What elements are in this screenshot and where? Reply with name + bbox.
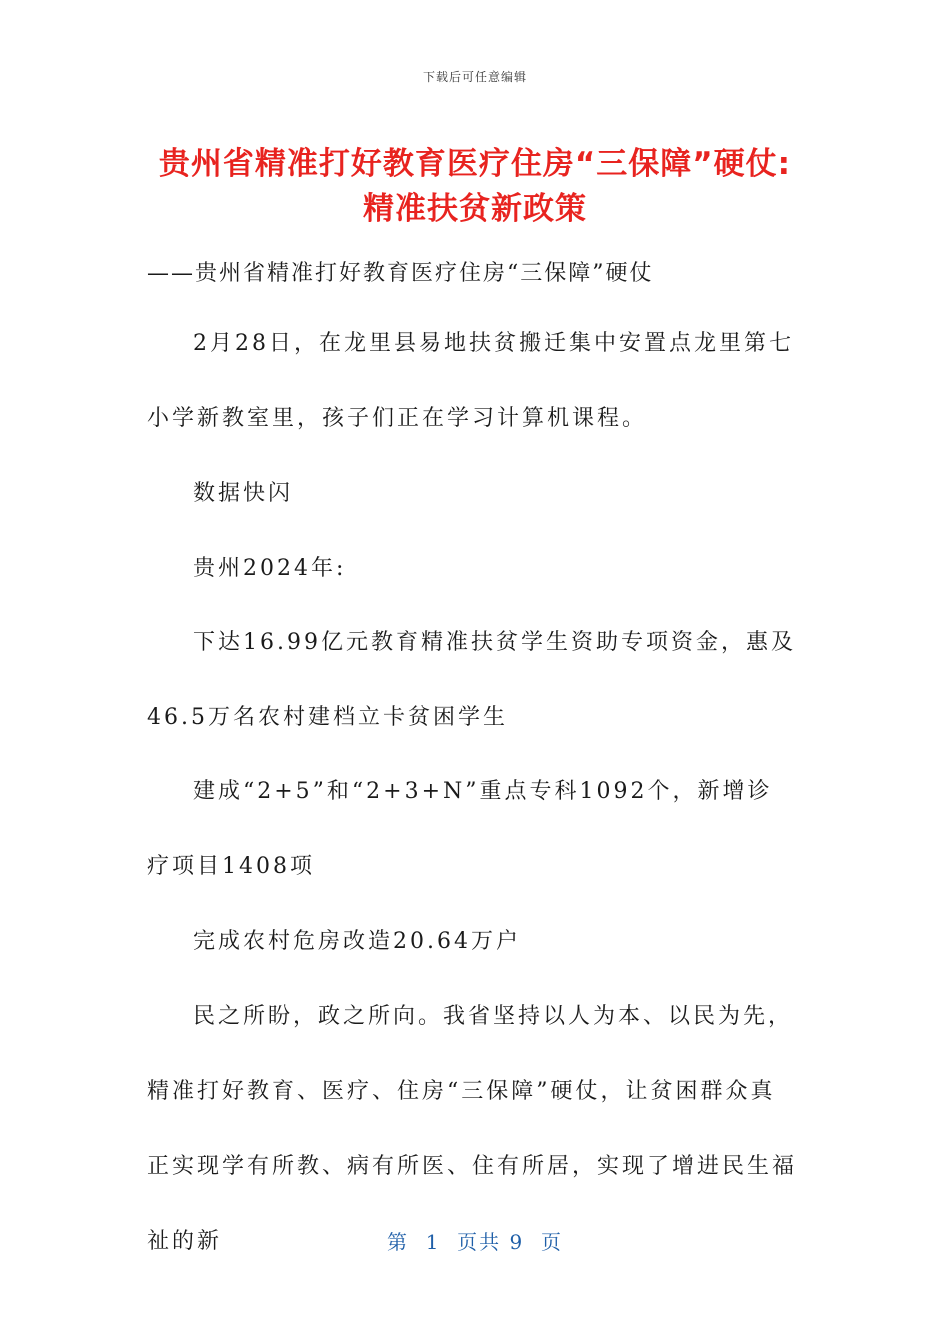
document-subtitle: ——贵州省精准打好教育医疗住房“三保障”硬仗 xyxy=(147,261,654,286)
paragraph-housing: 完成农村危房改造20.64万户 xyxy=(193,929,521,954)
paragraph-intro: 2月28日，在龙里县易地扶贫搬迁集中安置点龙里第七小学新教室里，孩子们正在学习计算机课程。 xyxy=(147,331,794,431)
paragraph-guizhou-2024: 贵州2024年: xyxy=(193,556,347,581)
paragraph-medical: 建成“2+5”和“2+3+N”重点专科1092个，新增诊疗项目1408项 xyxy=(147,779,773,879)
page-number: 第 1 页共 9 页 xyxy=(387,1230,563,1254)
paragraph-policy: 民之所盼，政之所向。我省坚持以人为本、以民为先，精准打好教育、医疗、住房“三保障”硬仗，让贫困群众真正实现学有所教、病有所医、住有所居，实现了增进民生福祉的新 xyxy=(147,1004,798,1254)
header-note: 下载后可任意编辑 xyxy=(422,70,527,84)
document-title: 贵州省精准打好教育医疗住房“三保障”硬仗:精准扶贫新政策 xyxy=(158,146,792,227)
paragraph-education-funds: 下达16.99亿元教育精准扶贫学生资助专项资金，惠及46.5万名农村建档立卡贫困学生 xyxy=(147,630,796,730)
paragraph-data-flash: 数据快闪 xyxy=(193,481,294,506)
